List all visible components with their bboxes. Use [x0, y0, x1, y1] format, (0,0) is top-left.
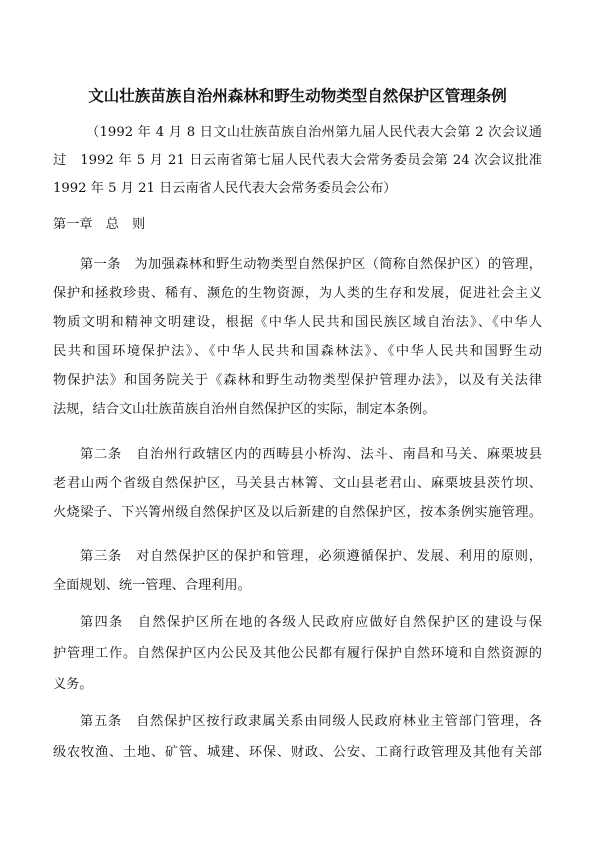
article-5-line-2: 级农牧渔、土地、矿管、城建、环保、财政、公安、工商行政管理及其他有关部 — [53, 745, 542, 760]
chapter-heading: 第一章 总 则 — [53, 217, 146, 232]
article-5-line-1: 第五条 自然保护区按行政隶属关系由同级人民政府林业主管部门管理，各 — [80, 714, 542, 729]
article-1-line-2: 保护和拯救珍贵、稀有、濒危的生物资源，为人类的生存和发展，促进社会主义 — [53, 286, 542, 301]
preamble-line-2: 过 1992 年 5 月 21 日云南省第七届人民代表大会常务委员会第 24 次会议批准 — [53, 153, 542, 168]
article-2-line-1: 第二条 自治州行政辖区内的西畴县小桥沟、法斗、南昌和马关、麻栗坡县 — [80, 447, 542, 462]
article-4-line-3: 义务。 — [53, 677, 93, 692]
article-1-line-6: 法规，结合文山壮族苗族自治州自然保护区的实际，制定本条例。 — [53, 402, 436, 417]
preamble-line-1: （1992 年 4 月 8 日文山壮族苗族自治州第九届人民代表大会第 2 次会议通 — [86, 125, 542, 140]
article-4-line-1: 第四条 自然保护区所在地的各级人民政府应做好自然保护区的建设与保 — [80, 615, 542, 630]
article-1-line-4: 民共和国环境保护法》、《中华人民共和国森林法》、《中华人民共和国野生动 — [53, 344, 542, 359]
article-3-line-2: 全面规划、统一管理、合理利用。 — [53, 578, 251, 593]
article-2-line-2: 老君山两个省级自然保护区，马关县古林箐、文山县老君山、麻栗坡县茨竹坝、 — [53, 476, 542, 491]
article-3-line-1: 第三条 对自然保护区的保护和管理，必须遵循保护、发展、利用的原则， — [80, 549, 542, 564]
document-title: 文山壮族苗族自治州森林和野生动物类型自然保护区管理条例 — [88, 87, 507, 105]
article-4-line-2: 护管理工作。自然保护区内公民及其他公民都有履行保护自然环境和自然资源的 — [53, 646, 542, 661]
article-2-line-3: 火烧梁子、下兴箐州级自然保护区及以后新建的自然保护区，按本条例实施管理。 — [53, 505, 542, 520]
preamble-line-3: 1992 年 5 月 21 日云南省人民代表大会常务委员会公布） — [53, 181, 397, 196]
article-1-line-3: 物质文明和精神文明建设，根据《中华人民共和国民族区域自治法》、《中华人 — [53, 315, 542, 330]
article-1-line-1: 第一条 为加强森林和野生动物类型自然保护区（简称自然保护区）的管理， — [80, 257, 542, 272]
article-1-line-5: 物保护法》和国务院关于《森林和野生动物类型保护管理办法》，以及有关法律 — [53, 373, 542, 388]
